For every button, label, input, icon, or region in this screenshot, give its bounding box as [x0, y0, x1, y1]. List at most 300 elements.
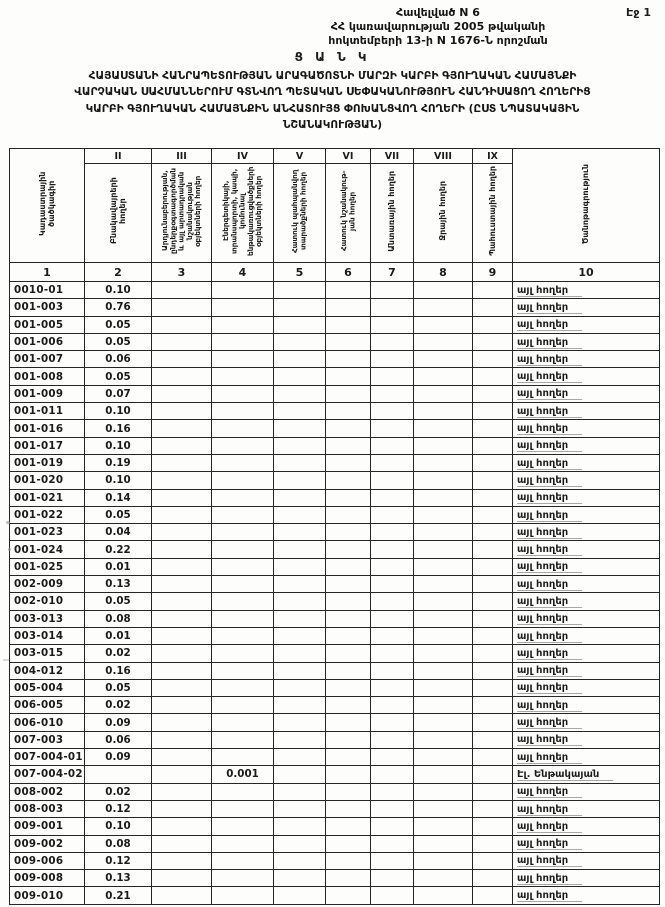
area-value-cell: [473, 437, 513, 454]
note-cell: այլ հողեր: [513, 351, 660, 368]
area-value-cell: [274, 679, 326, 696]
note-cell: այլ հողեր: [513, 454, 660, 471]
area-value-cell: [371, 385, 414, 402]
table-row: [10, 627, 660, 644]
cadastral-code-cell: 001-023: [10, 524, 85, 541]
area-value-cell: 0.08: [85, 835, 152, 852]
table-row: [10, 766, 660, 783]
cadastral-code-cell: 001-011: [10, 403, 85, 420]
area-value-cell: [414, 299, 473, 316]
area-value-cell: [414, 385, 473, 402]
table-row: [10, 541, 660, 558]
note-cell: այլ հողեր: [513, 697, 660, 714]
area-value-cell: [212, 818, 274, 835]
note-cell: այլ հողեր: [513, 870, 660, 887]
column-number: 2: [85, 263, 152, 282]
table-row: [10, 316, 660, 333]
area-value-cell: [414, 489, 473, 506]
table-row: [10, 714, 660, 731]
roman-numeral: VI: [326, 149, 371, 164]
roman-numeral: IX: [473, 149, 513, 164]
cadastral-code-cell: 001-007: [10, 351, 85, 368]
area-value-cell: [371, 524, 414, 541]
column-number: 10: [513, 263, 660, 282]
area-value-cell: [152, 299, 212, 316]
area-value-cell: [152, 558, 212, 575]
area-value-cell: [371, 852, 414, 869]
area-value-cell: [212, 299, 274, 316]
table-row: [10, 870, 660, 887]
area-value-cell: [371, 420, 414, 437]
area-value-cell: [473, 489, 513, 506]
area-value-cell: [371, 489, 414, 506]
area-value-cell: [274, 420, 326, 437]
area-value-cell: [326, 541, 371, 558]
title-line: ՎԱՐՉԱԿԱՆ ՍԱՀՄԱՆՆԵՐՈՒՄ ԳՏՆՎՈՂ ՊԵՏԱԿԱՆ ՍԵՓԱԿԱՆՈՒԹՅՈՒՆ ՀԱՆԴԻՍԱՑՈՂ ՀՈՂԵՐԻՑ: [74, 86, 591, 99]
area-value-cell: [274, 749, 326, 766]
header-industrial-lands: Արդյունաբերության, ընդերքօգտագործման և այլ արտադրական նշանակության օբյեկտների հողեր: [152, 164, 212, 263]
area-value-cell: [274, 818, 326, 835]
table-row: [10, 524, 660, 541]
area-value-cell: [371, 887, 414, 904]
area-value-cell: [371, 333, 414, 350]
area-value-cell: [326, 403, 371, 420]
area-value-cell: [371, 783, 414, 800]
area-value-cell: 0.12: [85, 800, 152, 817]
table-row: [10, 403, 660, 420]
area-value-cell: [371, 818, 414, 835]
table-row: [10, 437, 660, 454]
note-cell: այլ հողեր: [513, 645, 660, 662]
area-value-cell: [212, 524, 274, 541]
note-cell: այլ հողեր: [513, 524, 660, 541]
column-number: 5: [274, 263, 326, 282]
area-value-cell: [212, 454, 274, 471]
area-value-cell: [152, 368, 212, 385]
area-value-cell: 0.05: [85, 593, 152, 610]
note-cell: այլ հողեր: [513, 316, 660, 333]
roman-numeral: III: [152, 149, 212, 164]
area-value-cell: 0.05: [85, 316, 152, 333]
area-value-cell: [326, 662, 371, 679]
area-value-cell: [326, 749, 371, 766]
area-value-cell: [414, 887, 473, 904]
area-value-cell: 0.16: [85, 420, 152, 437]
header-note-label: Ծանոթագրություն: [581, 163, 591, 245]
area-value-cell: [212, 749, 274, 766]
area-value-cell: [473, 870, 513, 887]
area-value-cell: 0.06: [85, 351, 152, 368]
area-value-cell: [326, 627, 371, 644]
cadastral-code-cell: 001-021: [10, 489, 85, 506]
area-value-cell: [326, 420, 371, 437]
header-forest-lands: Անտառային հողեր: [371, 164, 414, 263]
area-value-cell: 0.13: [85, 870, 152, 887]
cadastral-code-cell: 001-006: [10, 333, 85, 350]
area-value-cell: [326, 368, 371, 385]
area-value-cell: [212, 333, 274, 350]
area-value-cell: [371, 870, 414, 887]
area-value-cell: [274, 541, 326, 558]
note-cell: այլ հողեր: [513, 472, 660, 489]
cadastral-code-cell: 001-020: [10, 472, 85, 489]
title-line: ԿԱՐԲԻ ԳՅՈՒՂԱԿԱՆ ՀԱՄԱՅՆՔԻՆ ԱՆՀԱՏՈՒՅՑ ՓՈԽԱՆՑՎՈՂ ՀՈՂԵՐԻ (ԸՍՏ ՆՊԱՏԱԿԱՅԻՆ: [85, 102, 580, 115]
area-value-cell: 0.10: [85, 472, 152, 489]
area-value-cell: [274, 835, 326, 852]
header-cadastral-code: [10, 149, 85, 263]
page-header: [0, 6, 665, 47]
note-cell: այլ հողեր: [513, 749, 660, 766]
area-value-cell: [414, 541, 473, 558]
area-value-cell: [274, 697, 326, 714]
table-row: [10, 368, 660, 385]
note-cell: այլ հողեր: [513, 714, 660, 731]
area-value-cell: [371, 645, 414, 662]
appendix-line: Հավելված N 6: [396, 6, 480, 19]
area-value-cell: [371, 766, 414, 783]
area-value-cell: [371, 593, 414, 610]
area-value-cell: [152, 576, 212, 593]
area-value-cell: [371, 679, 414, 696]
table-row: [10, 697, 660, 714]
cadastral-code-cell: 002-010: [10, 593, 85, 610]
area-value-cell: [371, 541, 414, 558]
land-transfer-table: [9, 148, 660, 905]
cadastral-code-cell: 001-024: [10, 541, 85, 558]
area-value-cell: [212, 472, 274, 489]
area-value-cell: [473, 627, 513, 644]
note-cell: այլ հողեր: [513, 852, 660, 869]
column-number: 3: [152, 263, 212, 282]
area-value-cell: [371, 714, 414, 731]
area-value-cell: [212, 282, 274, 299]
area-value-cell: [414, 679, 473, 696]
area-value-cell: [473, 385, 513, 402]
area-value-cell: [152, 593, 212, 610]
cadastral-code-cell: 007-004-02: [10, 766, 85, 783]
area-value-cell: [152, 385, 212, 402]
area-value-cell: [212, 610, 274, 627]
title-heading: Ց Ա Ն Կ: [294, 50, 371, 64]
header-water-lands: Ջրային հողեր: [414, 164, 473, 263]
cadastral-code-cell: 001-016: [10, 420, 85, 437]
area-value-cell: [152, 852, 212, 869]
area-value-cell: [414, 800, 473, 817]
area-value-cell: [473, 766, 513, 783]
area-value-cell: [274, 506, 326, 523]
table-row: [10, 282, 660, 299]
column-number-row: [10, 263, 660, 282]
area-value-cell: [473, 454, 513, 471]
area-value-cell: 0.19: [85, 454, 152, 471]
area-value-cell: [152, 835, 212, 852]
area-value-cell: [326, 472, 371, 489]
cadastral-code-cell: 007-004-01: [10, 749, 85, 766]
area-value-cell: [414, 731, 473, 748]
area-value-cell: 0.12: [85, 852, 152, 869]
note-cell: այլ հողեր: [513, 576, 660, 593]
area-value-cell: [473, 351, 513, 368]
area-value-cell: [152, 454, 212, 471]
note-cell: այլ հողեր: [513, 818, 660, 835]
area-value-cell: [152, 524, 212, 541]
area-value-cell: [212, 420, 274, 437]
cadastral-code-cell: 008-002: [10, 783, 85, 800]
area-value-cell: [274, 731, 326, 748]
cadastral-code-cell: 001-019: [10, 454, 85, 471]
area-value-cell: 0.02: [85, 645, 152, 662]
scan-speck: [8, 548, 11, 551]
area-value-cell: [371, 437, 414, 454]
area-value-cell: 0.06: [85, 731, 152, 748]
area-value-cell: [371, 282, 414, 299]
area-value-cell: [414, 282, 473, 299]
area-value-cell: [152, 870, 212, 887]
area-value-cell: [326, 800, 371, 817]
area-value-cell: [152, 316, 212, 333]
area-value-cell: [371, 368, 414, 385]
area-value-cell: [473, 697, 513, 714]
area-value-cell: [152, 766, 212, 783]
table-row: [10, 351, 660, 368]
area-value-cell: [152, 351, 212, 368]
area-value-cell: [473, 403, 513, 420]
area-value-cell: [212, 645, 274, 662]
appendix-reference: [258, 6, 618, 47]
note-cell: այլ հողեր: [513, 541, 660, 558]
area-value-cell: [326, 731, 371, 748]
area-value-cell: [274, 576, 326, 593]
cadastral-code-cell: 003-013: [10, 610, 85, 627]
area-value-cell: 0.13: [85, 576, 152, 593]
note-cell: այլ հողեր: [513, 403, 660, 420]
area-value-cell: [414, 766, 473, 783]
area-value-cell: 0.02: [85, 783, 152, 800]
area-value-cell: 0.04: [85, 524, 152, 541]
cadastral-code-cell: 001-025: [10, 558, 85, 575]
area-value-cell: [152, 800, 212, 817]
area-value-cell: [274, 299, 326, 316]
note-cell: Էլ. Ենթակայան: [513, 766, 660, 783]
area-value-cell: [326, 454, 371, 471]
cadastral-code-cell: 009-006: [10, 852, 85, 869]
table-row: [10, 385, 660, 402]
area-value-cell: [414, 645, 473, 662]
table-row: [10, 506, 660, 523]
area-value-cell: [274, 558, 326, 575]
area-value-cell: 0.01: [85, 558, 152, 575]
area-value-cell: [473, 524, 513, 541]
header-reserve-lands: Պահուստային հողեր: [473, 164, 513, 263]
table-row: [10, 558, 660, 575]
area-value-cell: [274, 403, 326, 420]
table-row: [10, 800, 660, 817]
table-row: [10, 472, 660, 489]
cadastral-code-cell: 008-003: [10, 800, 85, 817]
area-value-cell: [473, 662, 513, 679]
note-cell: այլ հողեր: [513, 420, 660, 437]
area-value-cell: 0.09: [85, 749, 152, 766]
area-value-cell: [152, 420, 212, 437]
area-value-cell: 0.10: [85, 282, 152, 299]
area-value-cell: [414, 506, 473, 523]
area-value-cell: [371, 749, 414, 766]
area-value-cell: [414, 403, 473, 420]
area-value-cell: [371, 472, 414, 489]
area-value-cell: [274, 489, 326, 506]
table-row: [10, 333, 660, 350]
area-value-cell: [473, 576, 513, 593]
cadastral-code-cell: 006-005: [10, 697, 85, 714]
area-value-cell: [326, 610, 371, 627]
area-value-cell: [473, 731, 513, 748]
note-cell: այլ հողեր: [513, 835, 660, 852]
area-value-cell: [371, 697, 414, 714]
area-value-cell: [212, 558, 274, 575]
area-value-cell: 0.21: [85, 887, 152, 904]
area-value-cell: [414, 437, 473, 454]
area-value-cell: [414, 627, 473, 644]
area-value-cell: [473, 333, 513, 350]
area-value-cell: 0.10: [85, 403, 152, 420]
area-value-cell: [326, 524, 371, 541]
area-value-cell: [152, 887, 212, 904]
note-cell: այլ հողեր: [513, 662, 660, 679]
area-value-cell: [473, 541, 513, 558]
area-value-cell: [371, 627, 414, 644]
cadastral-code-cell: 009-008: [10, 870, 85, 887]
area-value-cell: [414, 558, 473, 575]
area-value-cell: [371, 835, 414, 852]
note-cell: այլ հողեր: [513, 783, 660, 800]
table-row: [10, 662, 660, 679]
cadastral-code-cell: 005-004: [10, 679, 85, 696]
area-value-cell: [371, 558, 414, 575]
document-title: [10, 50, 655, 134]
area-value-cell: [473, 593, 513, 610]
area-value-cell: [152, 731, 212, 748]
area-value-cell: [212, 368, 274, 385]
area-value-cell: [371, 454, 414, 471]
cadastral-code-cell: 003-014: [10, 627, 85, 644]
area-value-cell: [326, 506, 371, 523]
area-value-cell: [473, 420, 513, 437]
area-value-cell: [414, 454, 473, 471]
area-value-cell: [274, 783, 326, 800]
area-value-cell: [274, 316, 326, 333]
area-value-cell: [473, 558, 513, 575]
note-cell: այլ հողեր: [513, 368, 660, 385]
area-value-cell: [274, 437, 326, 454]
area-value-cell: [212, 593, 274, 610]
area-value-cell: [473, 679, 513, 696]
title-line: ՀԱՅԱՍՏԱՆԻ ՀԱՆՐԱՊԵՏՈՒԹՅԱՆ ԱՐԱԳԱԾՈՏՆԻ ՄԱՐԶԻ ԿԱՐԲԻ ԳՅՈՒՂԱԿԱՆ ՀԱՄԱՅՆՔԻ: [88, 70, 577, 82]
area-value-cell: [414, 420, 473, 437]
area-value-cell: [274, 852, 326, 869]
roman-numeral: IV: [212, 149, 274, 164]
area-value-cell: [326, 316, 371, 333]
area-value-cell: [414, 749, 473, 766]
header-protected-area-lands: Հատուկ պահպանվող տարածքների հողեր: [274, 164, 326, 263]
area-value-cell: [152, 714, 212, 731]
area-value-cell: [326, 437, 371, 454]
area-value-cell: 0.05: [85, 333, 152, 350]
area-value-cell: 0.76: [85, 299, 152, 316]
table-row: [10, 610, 660, 627]
area-value-cell: [212, 506, 274, 523]
area-value-cell: [414, 697, 473, 714]
column-number: 1: [10, 263, 85, 282]
area-value-cell: [274, 645, 326, 662]
note-cell: այլ հողեր: [513, 731, 660, 748]
area-value-cell: [326, 645, 371, 662]
cadastral-code-cell: 001-009: [10, 385, 85, 402]
area-value-cell: [473, 749, 513, 766]
note-cell: այլ հողեր: [513, 385, 660, 402]
area-value-cell: [212, 852, 274, 869]
area-value-cell: [152, 662, 212, 679]
area-value-cell: [274, 870, 326, 887]
table-row: [10, 489, 660, 506]
roman-numeral: II: [85, 149, 152, 164]
area-value-cell: [326, 783, 371, 800]
column-number: 4: [212, 263, 274, 282]
area-value-cell: 0.05: [85, 679, 152, 696]
area-value-cell: [326, 351, 371, 368]
note-cell: այլ հողեր: [513, 610, 660, 627]
area-value-cell: [152, 783, 212, 800]
note-cell: այլ հողեր: [513, 489, 660, 506]
note-cell: այլ հողեր: [513, 679, 660, 696]
table-row: [10, 576, 660, 593]
roman-numeral: VII: [371, 149, 414, 164]
area-value-cell: [274, 766, 326, 783]
cadastral-code-cell: 009-010: [10, 887, 85, 904]
area-value-cell: [473, 645, 513, 662]
area-value-cell: [473, 783, 513, 800]
area-value-cell: [326, 593, 371, 610]
header-energy-transport-lands: Էներգետիկայի, տրանսպորտի, կապի, կոմունալ ենթակառուցվածքների օբյեկտների հողեր: [212, 164, 274, 263]
area-value-cell: [473, 282, 513, 299]
cadastral-code-cell: 001-003: [10, 299, 85, 316]
cadastral-code-cell: 003-015: [10, 645, 85, 662]
column-number: 6: [326, 263, 371, 282]
area-value-cell: [473, 887, 513, 904]
area-value-cell: [152, 679, 212, 696]
area-value-cell: [473, 368, 513, 385]
note-cell: այլ հողեր: [513, 800, 660, 817]
note-cell: այլ հողեր: [513, 627, 660, 644]
area-value-cell: [85, 766, 152, 783]
area-value-cell: [274, 714, 326, 731]
area-value-cell: [326, 766, 371, 783]
area-value-cell: [473, 800, 513, 817]
table-row: [10, 818, 660, 835]
note-cell: այլ հողեր: [513, 593, 660, 610]
area-value-cell: 0.01: [85, 627, 152, 644]
area-value-cell: [274, 351, 326, 368]
area-value-cell: [152, 749, 212, 766]
area-value-cell: [326, 385, 371, 402]
cadastral-code-cell: 0010-01: [10, 282, 85, 299]
area-value-cell: 0.001: [212, 766, 274, 783]
area-value-cell: [371, 800, 414, 817]
note-cell: այլ հողեր: [513, 437, 660, 454]
table-body: [10, 282, 660, 905]
area-value-cell: 0.08: [85, 610, 152, 627]
area-value-cell: [414, 316, 473, 333]
header-note: [513, 149, 660, 263]
